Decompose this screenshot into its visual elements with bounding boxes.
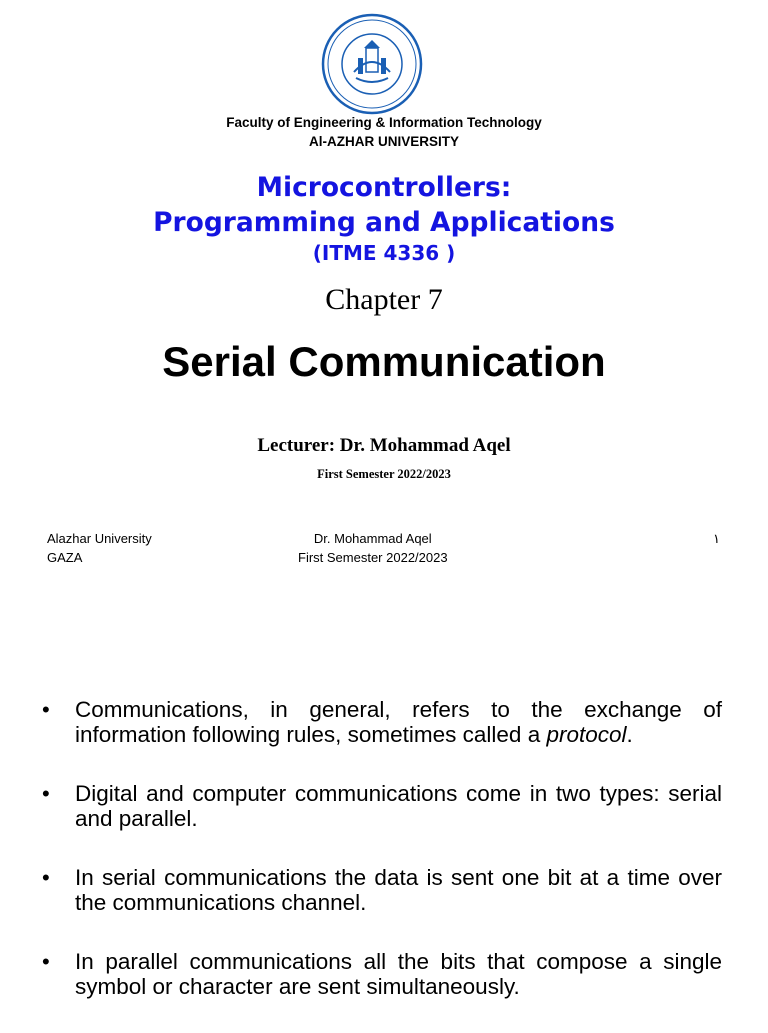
list-item bbox=[42, 949, 722, 999]
bullet-text-part: Communications, in general, refers to the exchange of information following rules, sometimes called a bbox=[75, 697, 722, 747]
bullet-text: In serial communications the data is sent one bit at a time over the communications channel. bbox=[75, 865, 722, 915]
bullet-text-part: . bbox=[626, 722, 633, 747]
footer-semester: First Semester 2022/2023 bbox=[298, 550, 448, 565]
list-item bbox=[42, 697, 722, 747]
bullet-list bbox=[42, 697, 722, 1033]
course-title-line2: Programming and Applications bbox=[153, 207, 615, 238]
footer-left bbox=[47, 529, 152, 567]
footer-lecturer: Dr. Mohammad Aqel bbox=[313, 531, 432, 546]
bullet-icon: • bbox=[42, 865, 50, 890]
topic-title: Serial Communication bbox=[162, 338, 606, 385]
bullet-emphasis: protocol bbox=[546, 722, 627, 747]
course-code: (ITME 4336 ) bbox=[312, 241, 456, 265]
university-name: Al-AZHAR UNIVERSITY bbox=[308, 134, 459, 149]
bullet-text: In parallel communications all the bits that compose a single symbol or character are sent simultaneously. bbox=[75, 949, 722, 999]
list-item bbox=[42, 865, 722, 915]
semester-label: First Semester 2022/2023 bbox=[317, 467, 451, 481]
bullet-text: Digital and computer communications come in two types: serial and parallel. bbox=[75, 781, 722, 831]
page-number: ١ bbox=[713, 531, 720, 546]
list-item bbox=[42, 781, 722, 831]
faculty-name: Faculty of Engineering & Information Technology bbox=[226, 115, 542, 130]
bullet-icon: • bbox=[42, 949, 50, 974]
lecturer-name: Lecturer: Dr. Mohammad Aqel bbox=[257, 435, 511, 456]
footer-university: Alazhar University bbox=[47, 531, 152, 546]
bullet-icon: • bbox=[42, 781, 50, 806]
footer-city: GAZA bbox=[47, 550, 83, 565]
course-title-line1: Microcontrollers: bbox=[256, 172, 512, 203]
chapter-heading: Chapter 7 bbox=[325, 283, 443, 316]
course-title bbox=[0, 170, 768, 240]
footer-center bbox=[298, 529, 448, 567]
bullet-text bbox=[75, 697, 722, 747]
bullet-icon: • bbox=[42, 697, 50, 722]
university-logo bbox=[320, 12, 424, 116]
